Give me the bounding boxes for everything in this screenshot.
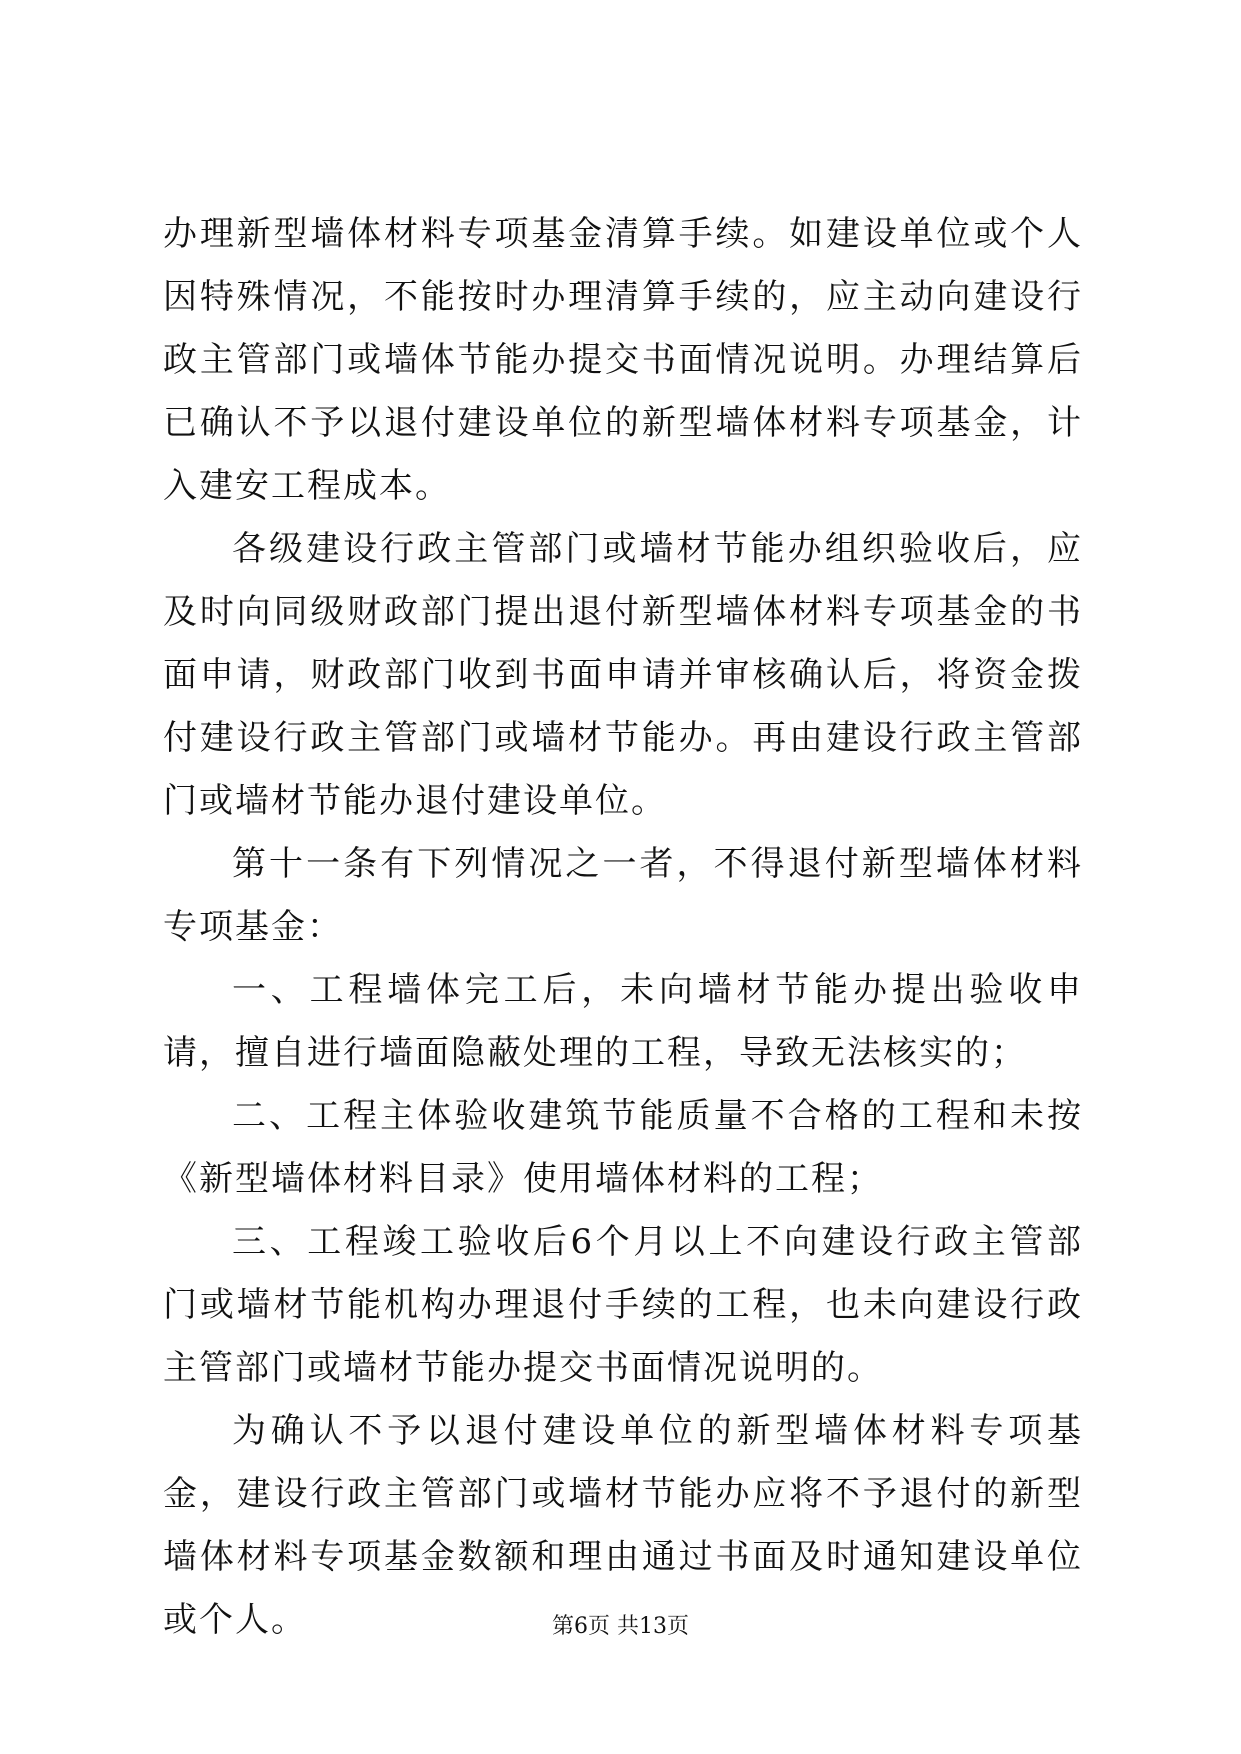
paragraph-notification: 为确认不予以退付建设单位的新型墙体材料专项基金，建设行政主管部门或墙材节能办应将不予退付的新型墙体材料专项基金数额和理由通过书面及时通知建设单位或个人。 xyxy=(163,1411,1083,1640)
paragraph-item-2: 二、工程主体验收建筑节能质量不合格的工程和未按《新型墙体材料目录》使用墙体材料的工程； xyxy=(163,1096,1083,1199)
page-footer: 第6页 共13页 xyxy=(552,1614,689,1639)
paragraph-item-3: 三、工程竣工验收后6个月以上不向建设行政主管部门或墙材节能机构办理退付手续的工程，也未向建设行政主管部门或墙材节能办提交书面情况说明的。 xyxy=(163,1222,1083,1388)
document-body xyxy=(163,203,1083,1652)
paragraph-article-11: 第十一条有下列情况之一者，不得退付新型墙体材料专项基金： xyxy=(163,844,1083,947)
paragraph-verification-refund: 各级建设行政主管部门或墙材节能办组织验收后，应及时向同级财政部门提出退付新型墙体材料专项基金的书面申请，财政部门收到书面申请并审核确认后，将资金拨付建设行政主管部门或墙材节能办。再由建设行政主管部门或墙材节能办退付建设单位。 xyxy=(163,529,1083,821)
paragraph-continuation: 办理新型墙体材料专项基金清算手续。如建设单位或个人因特殊情况，不能按时办理清算手续的，应主动向建设行政主管部门或墙体节能办提交书面情况说明。办理结算后已确认不予以退付建设单位的新型墙体材料专项基金，计入建安工程成本。 xyxy=(163,214,1083,506)
paragraph-item-1: 一、工程墙体完工后，未向墙材节能办提出验收申请，擅自进行墙面隐蔽处理的工程，导致无法核实的； xyxy=(163,970,1083,1073)
